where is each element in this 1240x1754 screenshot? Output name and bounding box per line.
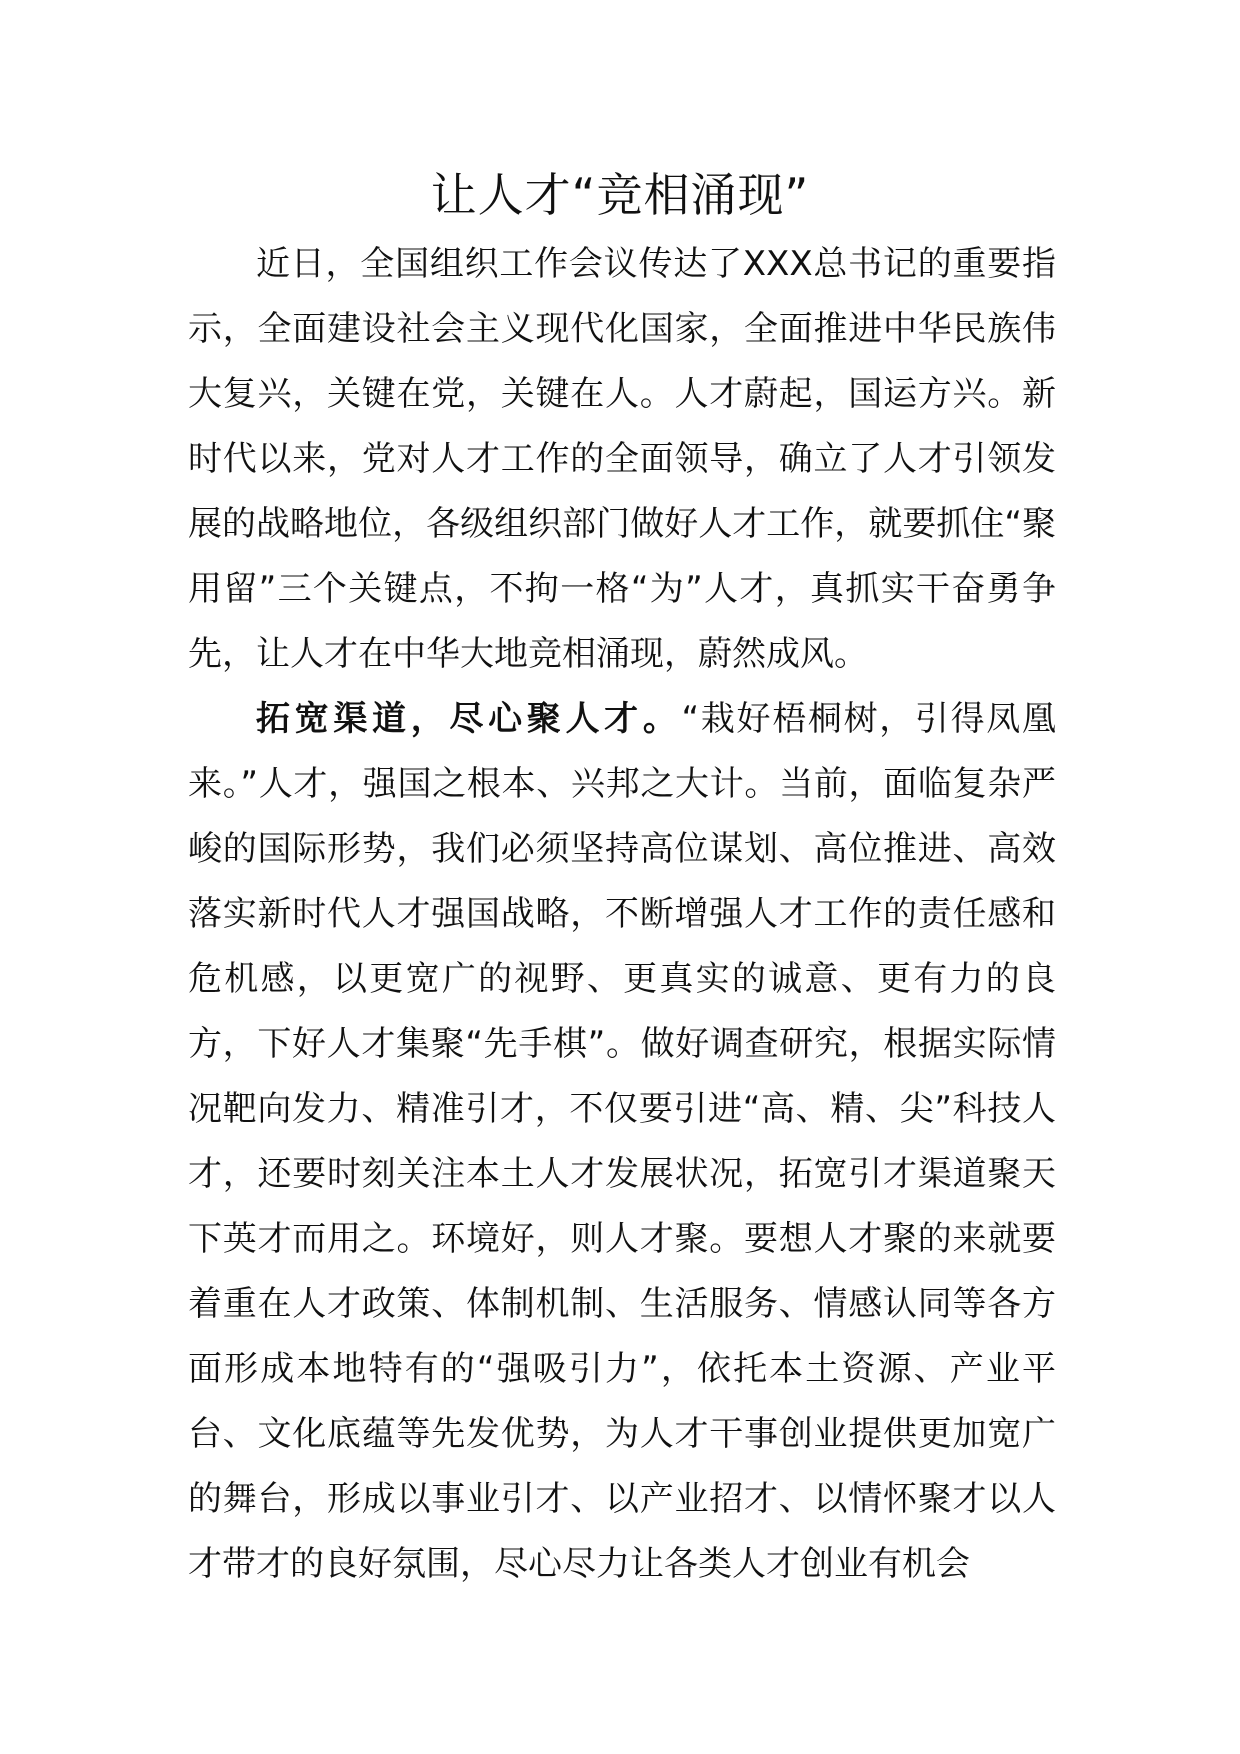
paragraph-2 — [188, 687, 1056, 1597]
paragraph-2-text: “栽好梧桐树，引得凤凰来。”人才，强国之根本、兴邦之大计。当前，面临复杂严峻的国际形势，我们必须坚持高位谋划、高位推进、高效落实新时代人才强国战略，不断增强人才工作的责任感和危机感，以更宽广的视野、更真实的诚意、更有力的良方，下好人才集聚“先手棋”。做好调查研究，根据实际情况靶向发力、精准引才，不仅要引进“高、精、尖”科技人才，还要时刻关注本土人才发展状况，拓宽引才渠道聚天下英才而用之。环境好，则人才聚。要想人才聚的来就要着重在人才政策、体制机制、生活服务、情感认同等各方面形成本地特有的“强吸引力”，依托本土资源、产业平台、文化底蕴等先发优势，为人才干事创业提供更加宽广的舞台，形成以事业引才、以产业招才、以情怀聚才以人才带才的良好氛围，尽心尽力让各类人才创业有机会 — [188, 699, 1056, 1584]
paragraph-2-lead: 拓宽渠道，尽心聚人才。 — [256, 699, 682, 739]
article-body — [188, 232, 1056, 1597]
page-title: 让人才“竞相涌现” — [430, 168, 810, 222]
paragraph-1-text: 近日，全国组织工作会议传达了XXX总书记的重要指示，全面建设社会主义现代化国家，全面推进中华民族伟大复兴，关键在党，关键在人。人才蔚起，国运方兴。新时代以来，党对人才工作的全面领导，确立了人才引领发展的战略地位，各级组织部门做好人才工作，就要抓住“聚用留”三个关键点，不拘一格“为”人才，真抓实干奋勇争先，让人才在中华大地竞相涌现，蔚然成风。 — [188, 244, 1056, 674]
paragraph-1 — [188, 232, 1056, 687]
